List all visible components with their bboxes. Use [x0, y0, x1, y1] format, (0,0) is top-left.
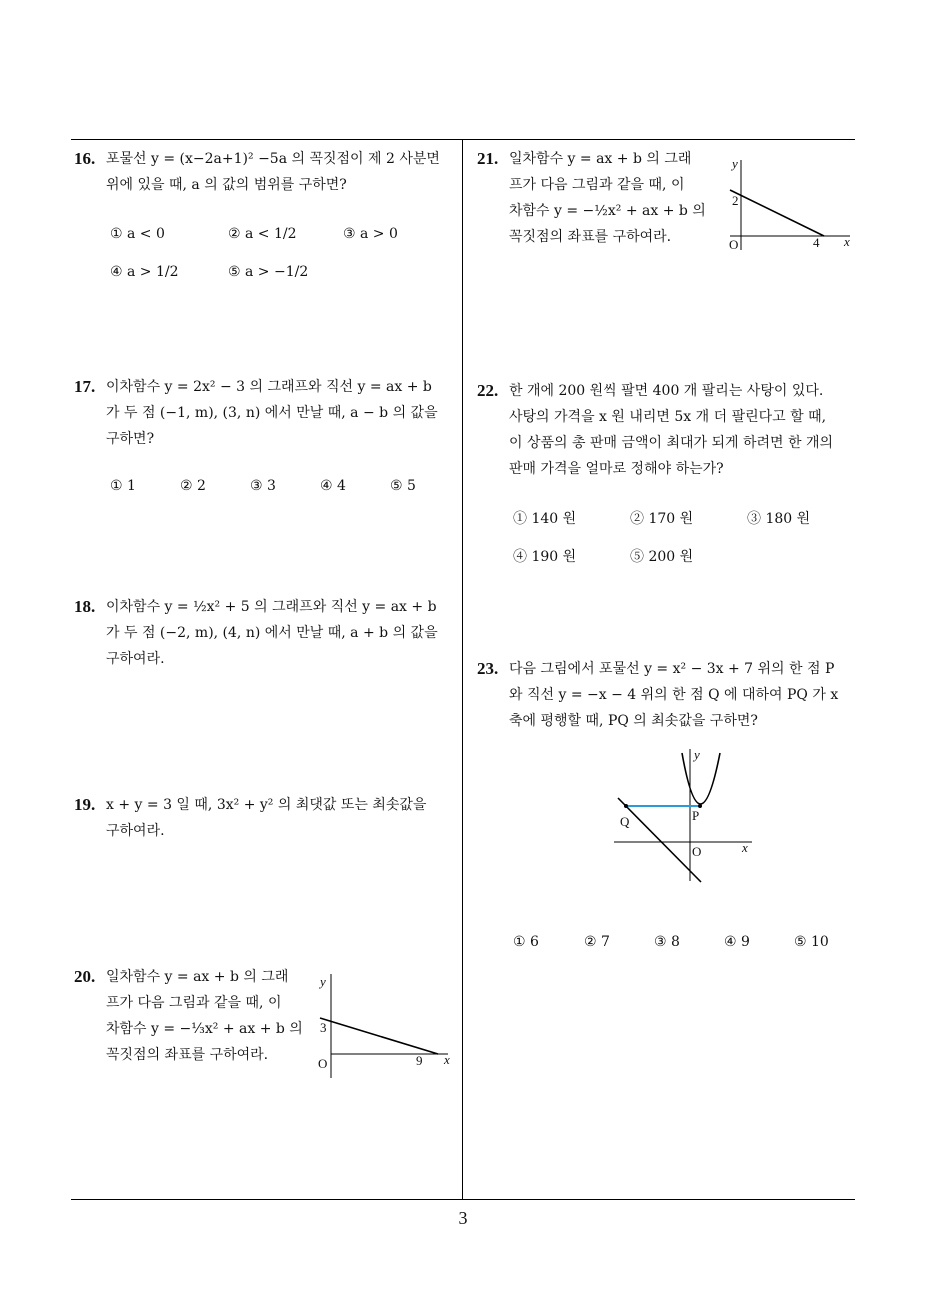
- problem-line: 꼭짓점의 좌표를 구하여라.: [509, 229, 672, 245]
- choice-5[interactable]: ⑤ a > −1/2: [228, 264, 309, 280]
- choice-2[interactable]: ② 170 원: [630, 511, 694, 527]
- choice-4[interactable]: ④ 190 원: [513, 549, 577, 565]
- problem-number: 16.: [74, 149, 96, 168]
- top-rule: [71, 139, 855, 140]
- problem-line: 차함수 y = −½x² + ax + b 의: [509, 203, 706, 219]
- problem-line: 가 두 점 (−1, m), (3, n) 에서 만날 때, a − b 의 값을: [106, 405, 438, 421]
- x-intercept-label: 9: [416, 1053, 423, 1068]
- choice-2[interactable]: ② 7: [584, 934, 610, 950]
- problem-line: 구하여라.: [106, 651, 165, 667]
- problem-line: 한 개에 200 원씩 팔면 400 개 팔리는 사탕이 있다.: [509, 383, 824, 399]
- line-graph-21: [722, 150, 862, 260]
- origin-label: O: [692, 844, 702, 859]
- problem-line: 일차함수 y = ax + b 의 그래: [106, 969, 289, 985]
- x-intercept-label: 4: [813, 235, 820, 250]
- problem-line: 프가 다음 그림과 같을 때, 이: [106, 995, 282, 1011]
- problem-line: 축에 평행할 때, PQ 의 최솟값을 구하면?: [509, 713, 758, 729]
- x-axis-label: x: [444, 1052, 450, 1067]
- choice-4[interactable]: ④ 4: [320, 478, 346, 494]
- x-axis-label: x: [844, 234, 850, 249]
- problem-text: [509, 378, 833, 482]
- problem-line: 판매 가격을 얼마로 정해야 하는가?: [509, 461, 724, 477]
- problem-line: x + y = 3 일 때, 3x² + y² 의 최댓값 또는 최솟값을: [106, 797, 427, 813]
- problem-text: [106, 374, 438, 452]
- problem-text: [106, 594, 438, 672]
- column-divider: [462, 139, 463, 1200]
- problem-line: 차함수 y = −⅓x² + ax + b 의: [106, 1021, 303, 1037]
- problem-line: 이차함수 y = ½x² + 5 의 그래프와 직선 y = ax + b: [106, 599, 437, 615]
- problem-line: 와 직선 y = −x − 4 위의 한 점 Q 에 대하여 PQ 가 x: [509, 687, 839, 703]
- choice-3[interactable]: ③ a > 0: [343, 226, 398, 242]
- choice-1[interactable]: ① 1: [110, 478, 136, 494]
- problem-line: 프가 다음 그림과 같을 때, 이: [509, 177, 685, 193]
- problem-line: 일차함수 y = ax + b 의 그래: [509, 151, 692, 167]
- problem-line: 꼭짓점의 좌표를 구하여라.: [106, 1047, 269, 1063]
- y-intercept-label: 2: [732, 193, 739, 208]
- problem-text: [509, 656, 838, 734]
- problem-number: 17.: [74, 377, 96, 396]
- choice-4[interactable]: ④ 9: [724, 934, 750, 950]
- problem-number: 18.: [74, 597, 96, 616]
- y-axis-label: y: [732, 156, 738, 171]
- y-axis-label: y: [694, 747, 700, 762]
- problem-text: [106, 964, 303, 1068]
- page-number: 3: [458, 1208, 468, 1228]
- problem-text: [106, 792, 426, 844]
- choice-1[interactable]: ① 6: [513, 934, 539, 950]
- problem-line: 사탕의 가격을 x 원 내리면 5x 개 더 팔린다고 할 때,: [509, 409, 827, 425]
- problem-line: 가 두 점 (−2, m), (4, n) 에서 만날 때, a + b 의 값을: [106, 625, 438, 641]
- problem-number: 21.: [477, 149, 499, 168]
- point-q-label: Q: [620, 814, 630, 829]
- choice-2[interactable]: ② 2: [180, 478, 206, 494]
- origin-label: O: [729, 237, 739, 252]
- problem-line: 구하면?: [106, 431, 155, 447]
- choice-2[interactable]: ② a < 1/2: [228, 226, 297, 242]
- choice-5[interactable]: ⑤ 10: [794, 934, 829, 950]
- problem-number: 20.: [74, 967, 96, 986]
- problem-line: 이차함수 y = 2x² − 3 의 그래프와 직선 y = ax + b: [106, 379, 432, 395]
- problem-number: 22.: [477, 381, 499, 400]
- parabola-line-graph-23: [606, 745, 766, 895]
- graph-line: [320, 1018, 438, 1054]
- problem-text: [106, 146, 440, 198]
- straight-line: [618, 798, 701, 882]
- choice-4[interactable]: ④ a > 1/2: [110, 264, 179, 280]
- bottom-rule: [71, 1199, 855, 1200]
- y-intercept-label: 3: [320, 1020, 327, 1035]
- graph-line: [730, 190, 824, 236]
- parabola: [682, 753, 720, 804]
- y-axis-label: y: [320, 974, 326, 989]
- problem-number: 23.: [477, 659, 499, 678]
- choice-5[interactable]: ⑤ 200 원: [630, 549, 694, 565]
- choice-5[interactable]: ⑤ 5: [390, 478, 416, 494]
- origin-label: O: [318, 1056, 328, 1071]
- problem-line: 구하여라.: [106, 823, 165, 839]
- point-p-label: P: [692, 808, 700, 823]
- point-q-dot: [624, 804, 628, 808]
- line-graph-20: [310, 968, 460, 1088]
- choice-1[interactable]: ① a < 0: [110, 226, 165, 242]
- problem-line: 다음 그림에서 포물선 y = x² − 3x + 7 위의 한 점 P: [509, 661, 835, 677]
- choice-3[interactable]: ③ 180 원: [747, 511, 811, 527]
- choice-3[interactable]: ③ 8: [654, 934, 680, 950]
- problem-text: [509, 146, 706, 250]
- choice-3[interactable]: ③ 3: [250, 478, 276, 494]
- problem-line: 포물선 y = (x−2a+1)² −5a 의 꼭짓점이 제 2 사분면: [106, 151, 440, 167]
- choice-1[interactable]: ① 140 원: [513, 511, 577, 527]
- problem-line: 위에 있을 때, a 의 값의 범위를 구하면?: [106, 177, 347, 193]
- x-axis-label: x: [742, 840, 748, 855]
- problem-number: 19.: [74, 795, 96, 814]
- problem-line: 이 상품의 총 판매 금액이 최대가 되게 하려면 한 개의: [509, 435, 834, 451]
